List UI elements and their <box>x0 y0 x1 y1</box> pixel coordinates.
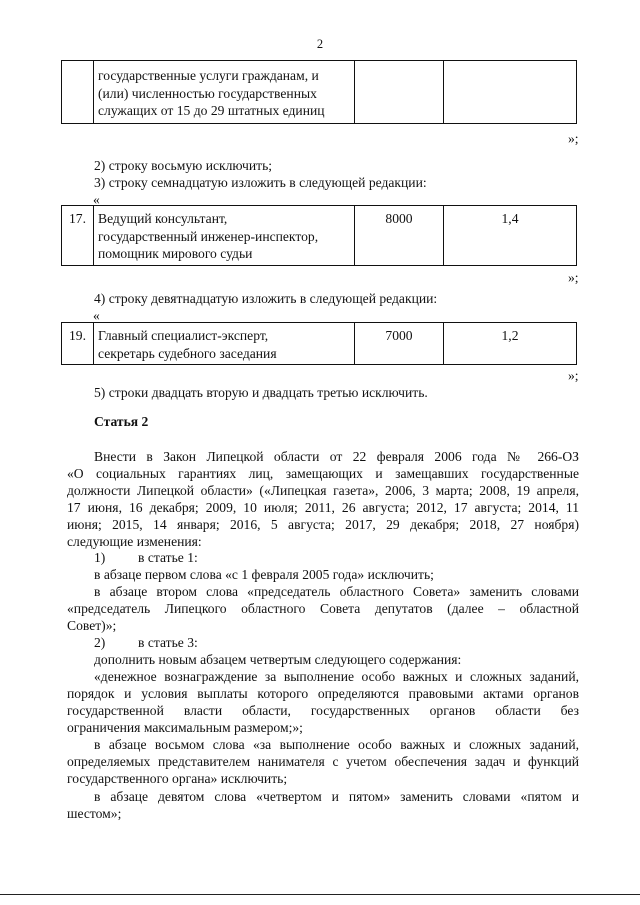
subitem-line: государственного органа» исключить; <box>67 771 288 786</box>
position-line: государственный инженер-инспектор, <box>98 228 319 244</box>
salary-cell: 7000 <box>355 323 444 365</box>
salary-cell <box>355 61 444 124</box>
table-row <box>62 206 577 266</box>
subitem-line: в абзаце девятом слова «четвертом и пятом» заменить словами «пятом и <box>94 789 579 804</box>
paragraph-line: следующие изменения: <box>67 534 202 549</box>
opening-quote: « <box>93 192 100 207</box>
position-line: секретарь судебного заседания <box>98 345 277 361</box>
position-cell <box>94 323 355 365</box>
subitem-line: «председатель Липецкого областного Совета депутатов (далее – областной <box>67 601 579 616</box>
page-bottom-rule <box>0 894 640 895</box>
position-line: Главный специалист-эксперт, <box>98 328 269 343</box>
row-number-cell <box>62 61 94 124</box>
item-4: 4) строку девятнадцатую изложить в следующей редакции: <box>94 291 438 306</box>
table-row <box>62 323 577 365</box>
subitem-line: в абзаце первом слова «с 1 февраля 2005 года» исключить; <box>94 567 434 582</box>
position-line: служащих от 15 до 29 штатных единиц <box>98 103 325 118</box>
subitem-line: «денежное вознаграждение за выполнение особо важных и сложных заданий, <box>94 669 579 684</box>
position-line: Ведущий консультант, <box>98 211 228 226</box>
salary-table-fragment <box>61 60 577 124</box>
position-line: государственные услуги гражданам, и <box>98 68 319 83</box>
row-19-table <box>61 322 577 365</box>
subitem-line: ограничения максимальным размером;»; <box>67 720 303 735</box>
row-number-cell: 19. <box>62 323 94 365</box>
article-heading: Статья 2 <box>94 414 149 429</box>
paragraph-line: 17 июня, 16 декабря; 2009, 10 июля; 2011, 26 августа; 2012, 17 августа; 2014, 11 <box>67 500 579 515</box>
closing-quote: »; <box>568 270 579 285</box>
item-5: 5) строки двадцать вторую и двадцать третью исключить. <box>94 385 428 400</box>
subitem-line: определяемых представителем нанимателя с учетом обеспечения задач и функций <box>67 754 579 769</box>
subitem-line: шестом»; <box>67 806 122 821</box>
coefficient-cell: 1,2 <box>444 323 577 365</box>
salary-cell: 8000 <box>355 206 444 266</box>
position-cell <box>94 61 355 124</box>
subitem-text: в статье 3: <box>138 635 198 650</box>
paragraph-line: должности Липецкой области» («Липецкая газета», 2006, 3 марта; 2008, 19 апреля, <box>67 483 579 498</box>
row-number-cell: 17. <box>62 206 94 266</box>
item-3: 3) строку семнадцатую изложить в следующей редакции: <box>94 175 427 190</box>
subitem-number: 1) <box>94 550 106 565</box>
coefficient-cell <box>444 61 577 124</box>
subitem-line: в абзаце втором слова «председатель областного Совета» заменить словами <box>94 584 579 599</box>
paragraph-line: июня; 2015, 14 января; 2016, 5 августа; 2017, 29 декабря; 2018, 27 ноября) <box>67 517 579 532</box>
closing-quote: »; <box>568 131 579 146</box>
subitem-line: порядок и условия выплаты которого определяются правовыми актами органов <box>67 686 579 701</box>
row-17-table <box>61 205 577 266</box>
item-2: 2) строку восьмую исключить; <box>94 158 273 173</box>
coefficient-cell: 1,4 <box>444 206 577 266</box>
subitem-line: в абзаце восьмом слова «за выполнение особо важных и сложных заданий, <box>94 737 579 752</box>
position-cell <box>94 206 355 266</box>
opening-quote: « <box>93 308 100 323</box>
closing-quote: »; <box>568 368 579 383</box>
table-row <box>62 61 577 124</box>
position-line: помощник мирового судьи <box>98 246 253 261</box>
subitem-line: государственной власти области, государственных органов области без <box>67 703 579 718</box>
paragraph-line: «О социальных гарантиях лиц, замещающих и замещавших государственные <box>67 466 579 481</box>
paragraph-line: Внести в Закон Липецкой области от 22 февраля 2006 года № 266-ОЗ <box>94 449 579 464</box>
subitem-line: Совет)»; <box>67 618 117 633</box>
subitem-number: 2) <box>94 635 106 650</box>
position-line: (или) численностью государственных <box>98 85 317 101</box>
subitem-text: в статье 1: <box>138 550 198 565</box>
subitem-line: дополнить новым абзацем четвертым следующего содержания: <box>94 652 462 667</box>
page-number: 2 <box>316 37 324 51</box>
